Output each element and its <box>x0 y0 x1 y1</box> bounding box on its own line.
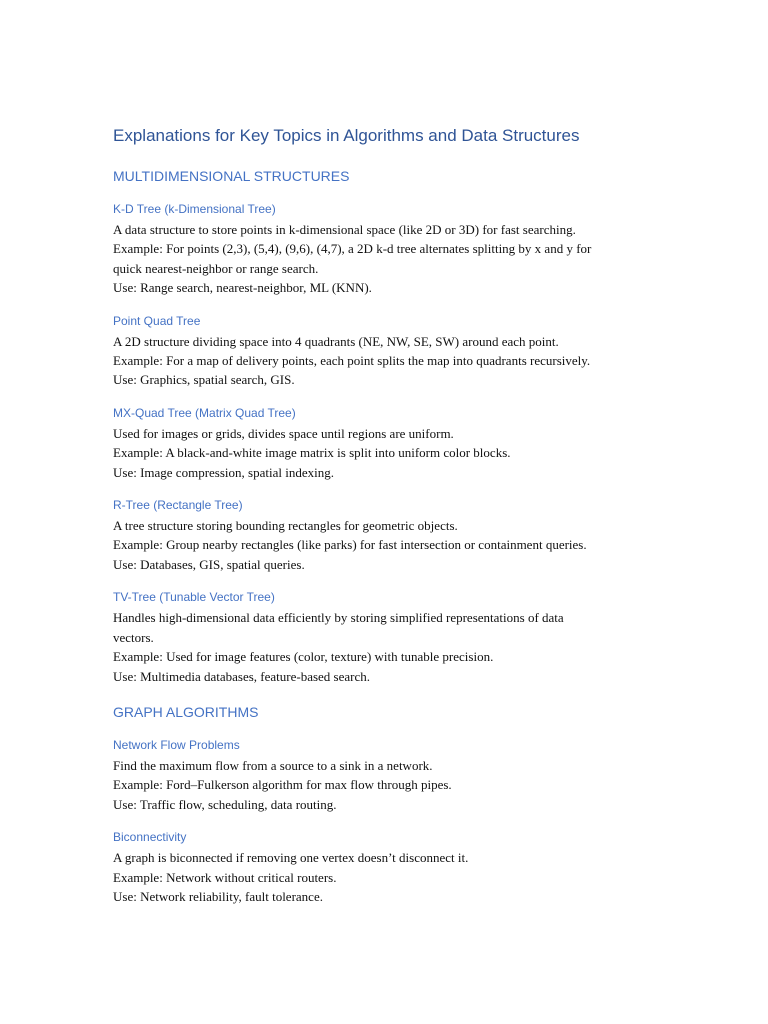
topic-text-line: quick nearest-neighbor or range search. <box>113 260 319 276</box>
topic-block <box>113 312 673 390</box>
topic-title: Network Flow Problems <box>113 737 240 752</box>
topic-text-line: Example: Used for image features (color, texture) with tunable precision. <box>113 649 494 665</box>
topic-title: R-Tree (Rectangle Tree) <box>113 498 243 513</box>
topic-text-line: Example: A black-and-white image matrix is split into uniform color blocks. <box>113 445 511 461</box>
document-sections <box>113 166 673 906</box>
topic-text-line: A data structure to store points in k-dimensional space (like 2D or 3D) for fast searching. <box>113 222 576 237</box>
document-section <box>113 702 673 906</box>
topic-block <box>113 736 673 814</box>
topic-text-line: Example: For points (2,3), (5,4), (9,6), (4,7), a 2D k-d tree alternates splitting by x and y for <box>113 241 592 257</box>
section-heading: GRAPH ALGORITHMS <box>113 703 259 720</box>
topic-block <box>113 588 673 686</box>
topic-block <box>113 404 673 482</box>
topic-text-line: Use: Databases, GIS, spatial queries. <box>113 556 305 572</box>
topic-text-line: A graph is biconnected if removing one vertex doesn’t disconnect it. <box>113 850 469 866</box>
topic-title: TV-Tree (Tunable Vector Tree) <box>113 590 275 605</box>
document-section <box>113 166 673 686</box>
topic-text-line: Use: Image compression, spatial indexing. <box>113 464 334 480</box>
topic-text-line: Use: Traffic flow, scheduling, data routing. <box>113 796 337 812</box>
topic-text-line: vectors. <box>113 629 154 645</box>
topic-title: Biconnectivity <box>113 830 187 845</box>
topic-title: Point Quad Tree <box>113 313 201 328</box>
topic-block <box>113 496 673 574</box>
document-title: Explanations for Key Topics in Algorithms and Data Structures <box>113 126 580 145</box>
topic-text-line: A tree structure storing bounding rectangles for geometric objects. <box>113 518 458 534</box>
topic-text-line: Used for images or grids, divides space until regions are uniform. <box>113 425 454 441</box>
topic-text-line: Use: Range search, nearest-neighbor, ML (KNN). <box>113 280 372 296</box>
topic-title: K-D Tree (k-Dimensional Tree) <box>113 202 276 216</box>
topic-text-line: Use: Multimedia databases, feature-based search. <box>113 668 371 684</box>
section-heading: MULTIDIMENSIONAL STRUCTURES <box>113 168 350 184</box>
topic-block <box>113 200 673 298</box>
topic-block <box>113 828 673 906</box>
topic-text-line: Find the maximum flow from a source to a sink in a network. <box>113 757 433 773</box>
topic-text-line: Use: Graphics, spatial search, GIS. <box>113 372 295 388</box>
topic-text-line: Use: Network reliability, fault tolerance. <box>113 888 323 904</box>
topic-text-line: Example: Group nearby rectangles (like parks) for fast intersection or containment queries. <box>113 537 587 553</box>
topic-text-line: Example: Network without critical routers. <box>113 869 337 885</box>
topic-text-line: A 2D structure dividing space into 4 quadrants (NE, NW, SE, SW) around each point. <box>113 333 559 349</box>
document-page <box>113 124 673 920</box>
topic-text-line: Example: Ford–Fulkerson algorithm for max flow through pipes. <box>113 777 452 793</box>
topic-text-line: Handles high-dimensional data efficiently by storing simplified representations of data <box>113 610 564 626</box>
topic-text-line: Example: For a map of delivery points, each point splits the map into quadrants recursively. <box>113 353 591 369</box>
topic-title: MX-Quad Tree (Matrix Quad Tree) <box>113 405 296 420</box>
